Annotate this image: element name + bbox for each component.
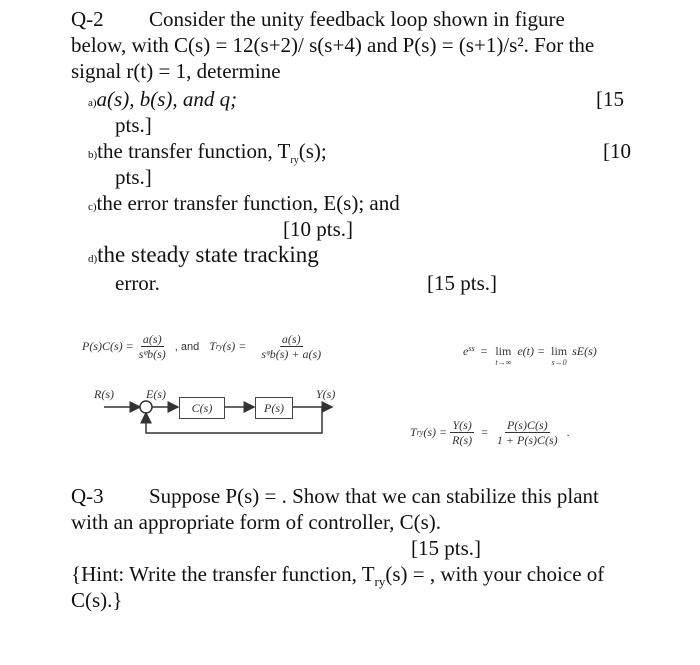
lim1-sub: t→∞: [495, 358, 512, 367]
try-sub: ry: [215, 342, 223, 351]
part-d-points: [15 pts.]: [427, 271, 497, 295]
try2-num1: Y(s): [452, 418, 472, 432]
part-c-text: the error transfer function, E(s); and: [96, 191, 400, 215]
part-a-points-cont: pts.]: [115, 113, 152, 137]
and-word: , and: [174, 340, 200, 353]
try-arg: (s) =: [222, 339, 247, 353]
p-block: P(s): [255, 397, 293, 419]
try2-fraction1: [450, 418, 474, 447]
try2-fraction2: [495, 418, 560, 447]
part-b-sub: ry: [290, 155, 299, 167]
q3-hint-sub: ry: [374, 574, 386, 590]
ess-end: sE(s): [572, 344, 597, 358]
part-a-marker: a): [88, 97, 97, 109]
lim1-text: lim: [495, 344, 512, 358]
part-d-cont: error.: [115, 271, 160, 295]
lim1: [495, 344, 511, 367]
try2-den2: 1 + P(s)C(s): [496, 433, 558, 447]
try-lhs: T: [209, 339, 216, 353]
part-b-points-cont: pts.]: [115, 165, 152, 189]
lim2-text: lim: [551, 344, 568, 358]
lim2: [551, 344, 567, 367]
try-den: sᵠb(s) + a(s): [261, 347, 322, 361]
formula-pc-and-try: [82, 332, 326, 361]
part-a-points: [15: [596, 87, 624, 111]
summing-junction: [140, 401, 152, 413]
try-num: a(s): [281, 332, 301, 346]
part-b-points: [10: [603, 139, 631, 163]
try2-arg: (s) =: [423, 425, 448, 439]
q3-hint-post: (s) = , with your choice of: [385, 562, 605, 586]
q3-hint-pre: {Hint: Write the transfer function, T: [71, 562, 375, 586]
part-c-points: [10 pts.]: [283, 217, 353, 241]
ess-sub: ss: [468, 344, 475, 353]
q2-intro-line1: Consider the unity feedback loop shown in figure: [149, 7, 565, 31]
try2-end: .: [566, 425, 570, 439]
part-c-marker: c): [88, 201, 97, 213]
q3-number: Q-3: [71, 484, 104, 508]
try2-lhs: T: [410, 425, 417, 439]
q2-intro-line3: signal r(t) = 1, determine: [71, 59, 281, 83]
part-b-text-after: (s);: [298, 139, 327, 163]
part-b-text: the transfer function, T: [97, 139, 291, 163]
pc-fraction: [137, 332, 168, 361]
ess-eq: =: [480, 344, 488, 358]
pc-num: a(s): [142, 332, 162, 346]
pc-den: sᵠb(s): [138, 347, 166, 361]
q3-points: [15 pts.]: [411, 536, 481, 560]
part-a-text: a(s), b(s), and q;: [96, 87, 238, 111]
ess-lhs: e: [463, 344, 469, 358]
block-diagram: [90, 385, 360, 445]
try2-sub: ry: [416, 428, 424, 437]
q2-number: Q-2: [71, 7, 104, 31]
try2-den1: R(s): [452, 433, 473, 447]
q3-hint-line2: C(s).}: [71, 588, 123, 612]
formula-ess: [463, 344, 597, 367]
part-a: [88, 86, 237, 116]
part-c: [88, 190, 400, 220]
part-b-marker: b): [88, 149, 98, 161]
try-fraction: [259, 332, 323, 361]
formula-try-closed-loop: [410, 418, 570, 447]
q3-hint-line1: [71, 561, 604, 595]
pc-lhs: P(s)C(s) =: [82, 339, 134, 353]
q3-line1: Suppose P(s) = . Show that we can stabilize this plant: [149, 484, 599, 508]
feedback-path: [146, 407, 322, 433]
c-block: C(s): [179, 397, 225, 419]
r-label: R(s): [94, 387, 114, 401]
lim2-sub: s→0: [551, 358, 567, 367]
part-d-marker: d): [88, 253, 98, 265]
ess-mid: e(t) =: [517, 344, 546, 358]
part-d-text: the steady state tracking: [97, 242, 319, 267]
y-label: Y(s): [316, 387, 336, 401]
q3-line2: with an appropriate form of controller, C(s).: [71, 510, 442, 534]
q2-intro-line2: below, with C(s) = 12(s+2)/ s(s+4) and P(s) = (s+1)/s². For the: [71, 33, 595, 57]
part-d: [88, 242, 319, 272]
try2-num2: P(s)C(s): [506, 418, 548, 432]
e-label: E(s): [146, 387, 166, 401]
try2-eq: =: [481, 425, 488, 439]
